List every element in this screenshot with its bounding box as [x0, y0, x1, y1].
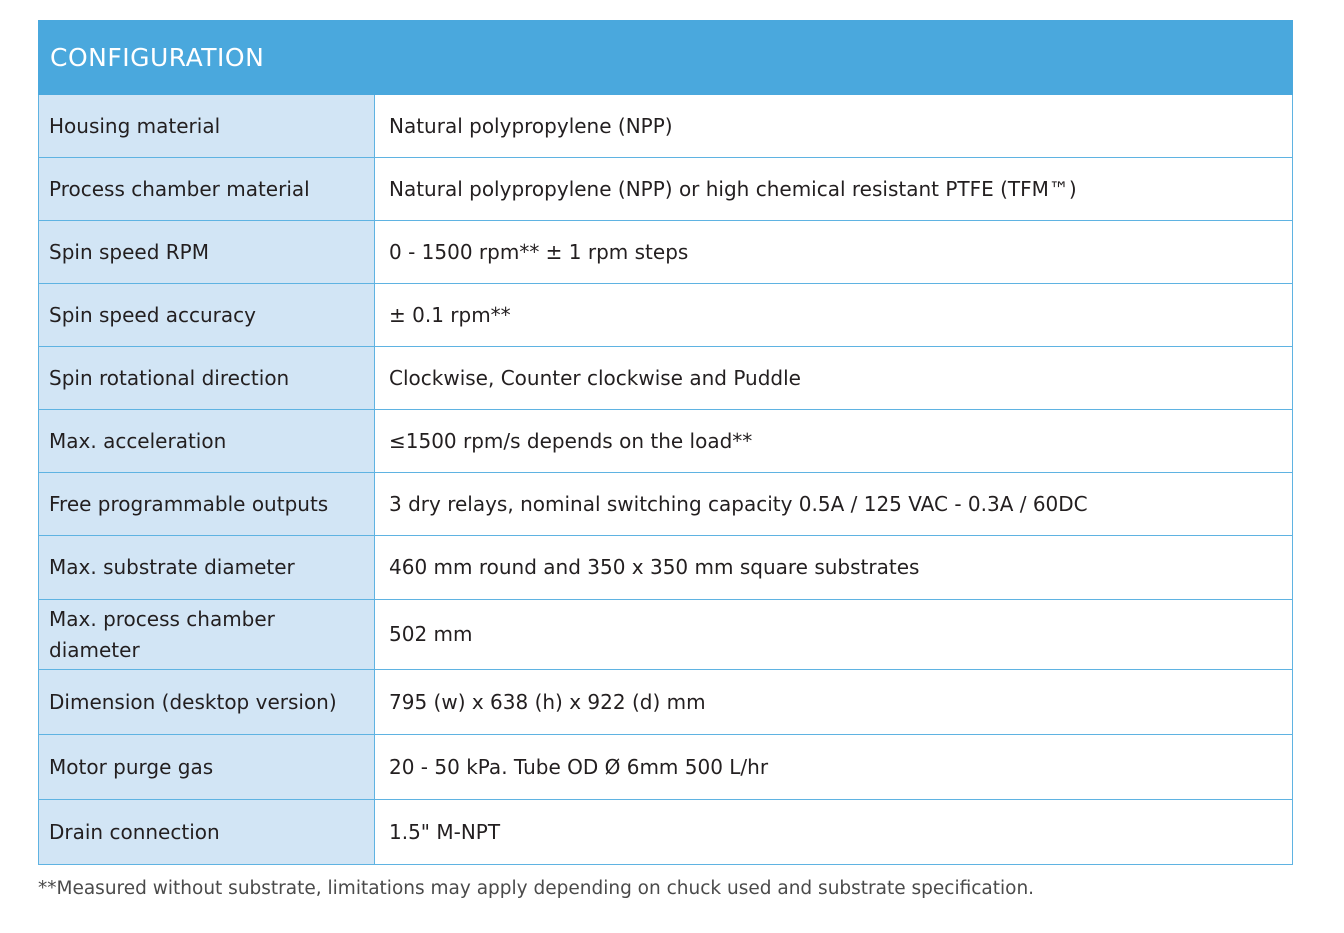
table-row	[39, 284, 1293, 347]
table-row	[39, 536, 1293, 600]
table-row	[39, 600, 1293, 670]
row-label: Free programmable outputs	[39, 473, 375, 536]
row-value: Natural polypropylene (NPP) or high chemical resistant PTFE (TFM™)	[375, 158, 1293, 221]
table-row	[39, 95, 1293, 158]
row-value: Natural polypropylene (NPP)	[375, 95, 1293, 158]
table-row	[39, 158, 1293, 221]
row-label: Spin rotational direction	[39, 347, 375, 410]
row-label: Max. acceleration	[39, 410, 375, 473]
row-label: Spin speed RPM	[39, 221, 375, 284]
table-row	[39, 735, 1293, 800]
footnote: **Measured without substrate, limitations may apply depending on chuck used and substrate specification.	[38, 878, 1035, 899]
row-value: 460 mm round and 350 x 350 mm square substrates	[375, 536, 1293, 600]
configuration-table	[38, 20, 1293, 865]
row-value: 0 - 1500 rpm** ± 1 rpm steps	[375, 221, 1293, 284]
row-label: Max. substrate diameter	[39, 536, 375, 600]
row-value: Clockwise, Counter clockwise and Puddle	[375, 347, 1293, 410]
table-row	[39, 473, 1293, 536]
row-label: Motor purge gas	[39, 735, 375, 800]
row-value: ± 0.1 rpm**	[375, 284, 1293, 347]
table-row	[39, 410, 1293, 473]
row-label: Max. process chamber diameter	[39, 600, 375, 670]
row-value: 3 dry relays, nominal switching capacity 0.5A / 125 VAC - 0.3A / 60DC	[375, 473, 1293, 536]
row-value: ≤1500 rpm/s depends on the load**	[375, 410, 1293, 473]
row-value: 20 - 50 kPa. Tube OD Ø 6mm 500 L/hr	[375, 735, 1293, 800]
row-label: Process chamber material	[39, 158, 375, 221]
table-header-row	[39, 21, 1293, 95]
row-value: 795 (w) x 638 (h) x 922 (d) mm	[375, 670, 1293, 735]
table-row	[39, 670, 1293, 735]
table-row	[39, 800, 1293, 865]
row-label: Drain connection	[39, 800, 375, 865]
table-row	[39, 221, 1293, 284]
row-label: Housing material	[39, 95, 375, 158]
row-value: 502 mm	[375, 600, 1293, 670]
row-label: Spin speed accuracy	[39, 284, 375, 347]
table-title: CONFIGURATION	[39, 21, 1293, 95]
row-label: Dimension (desktop version)	[39, 670, 375, 735]
row-value: 1.5" M-NPT	[375, 800, 1293, 865]
table-row	[39, 347, 1293, 410]
